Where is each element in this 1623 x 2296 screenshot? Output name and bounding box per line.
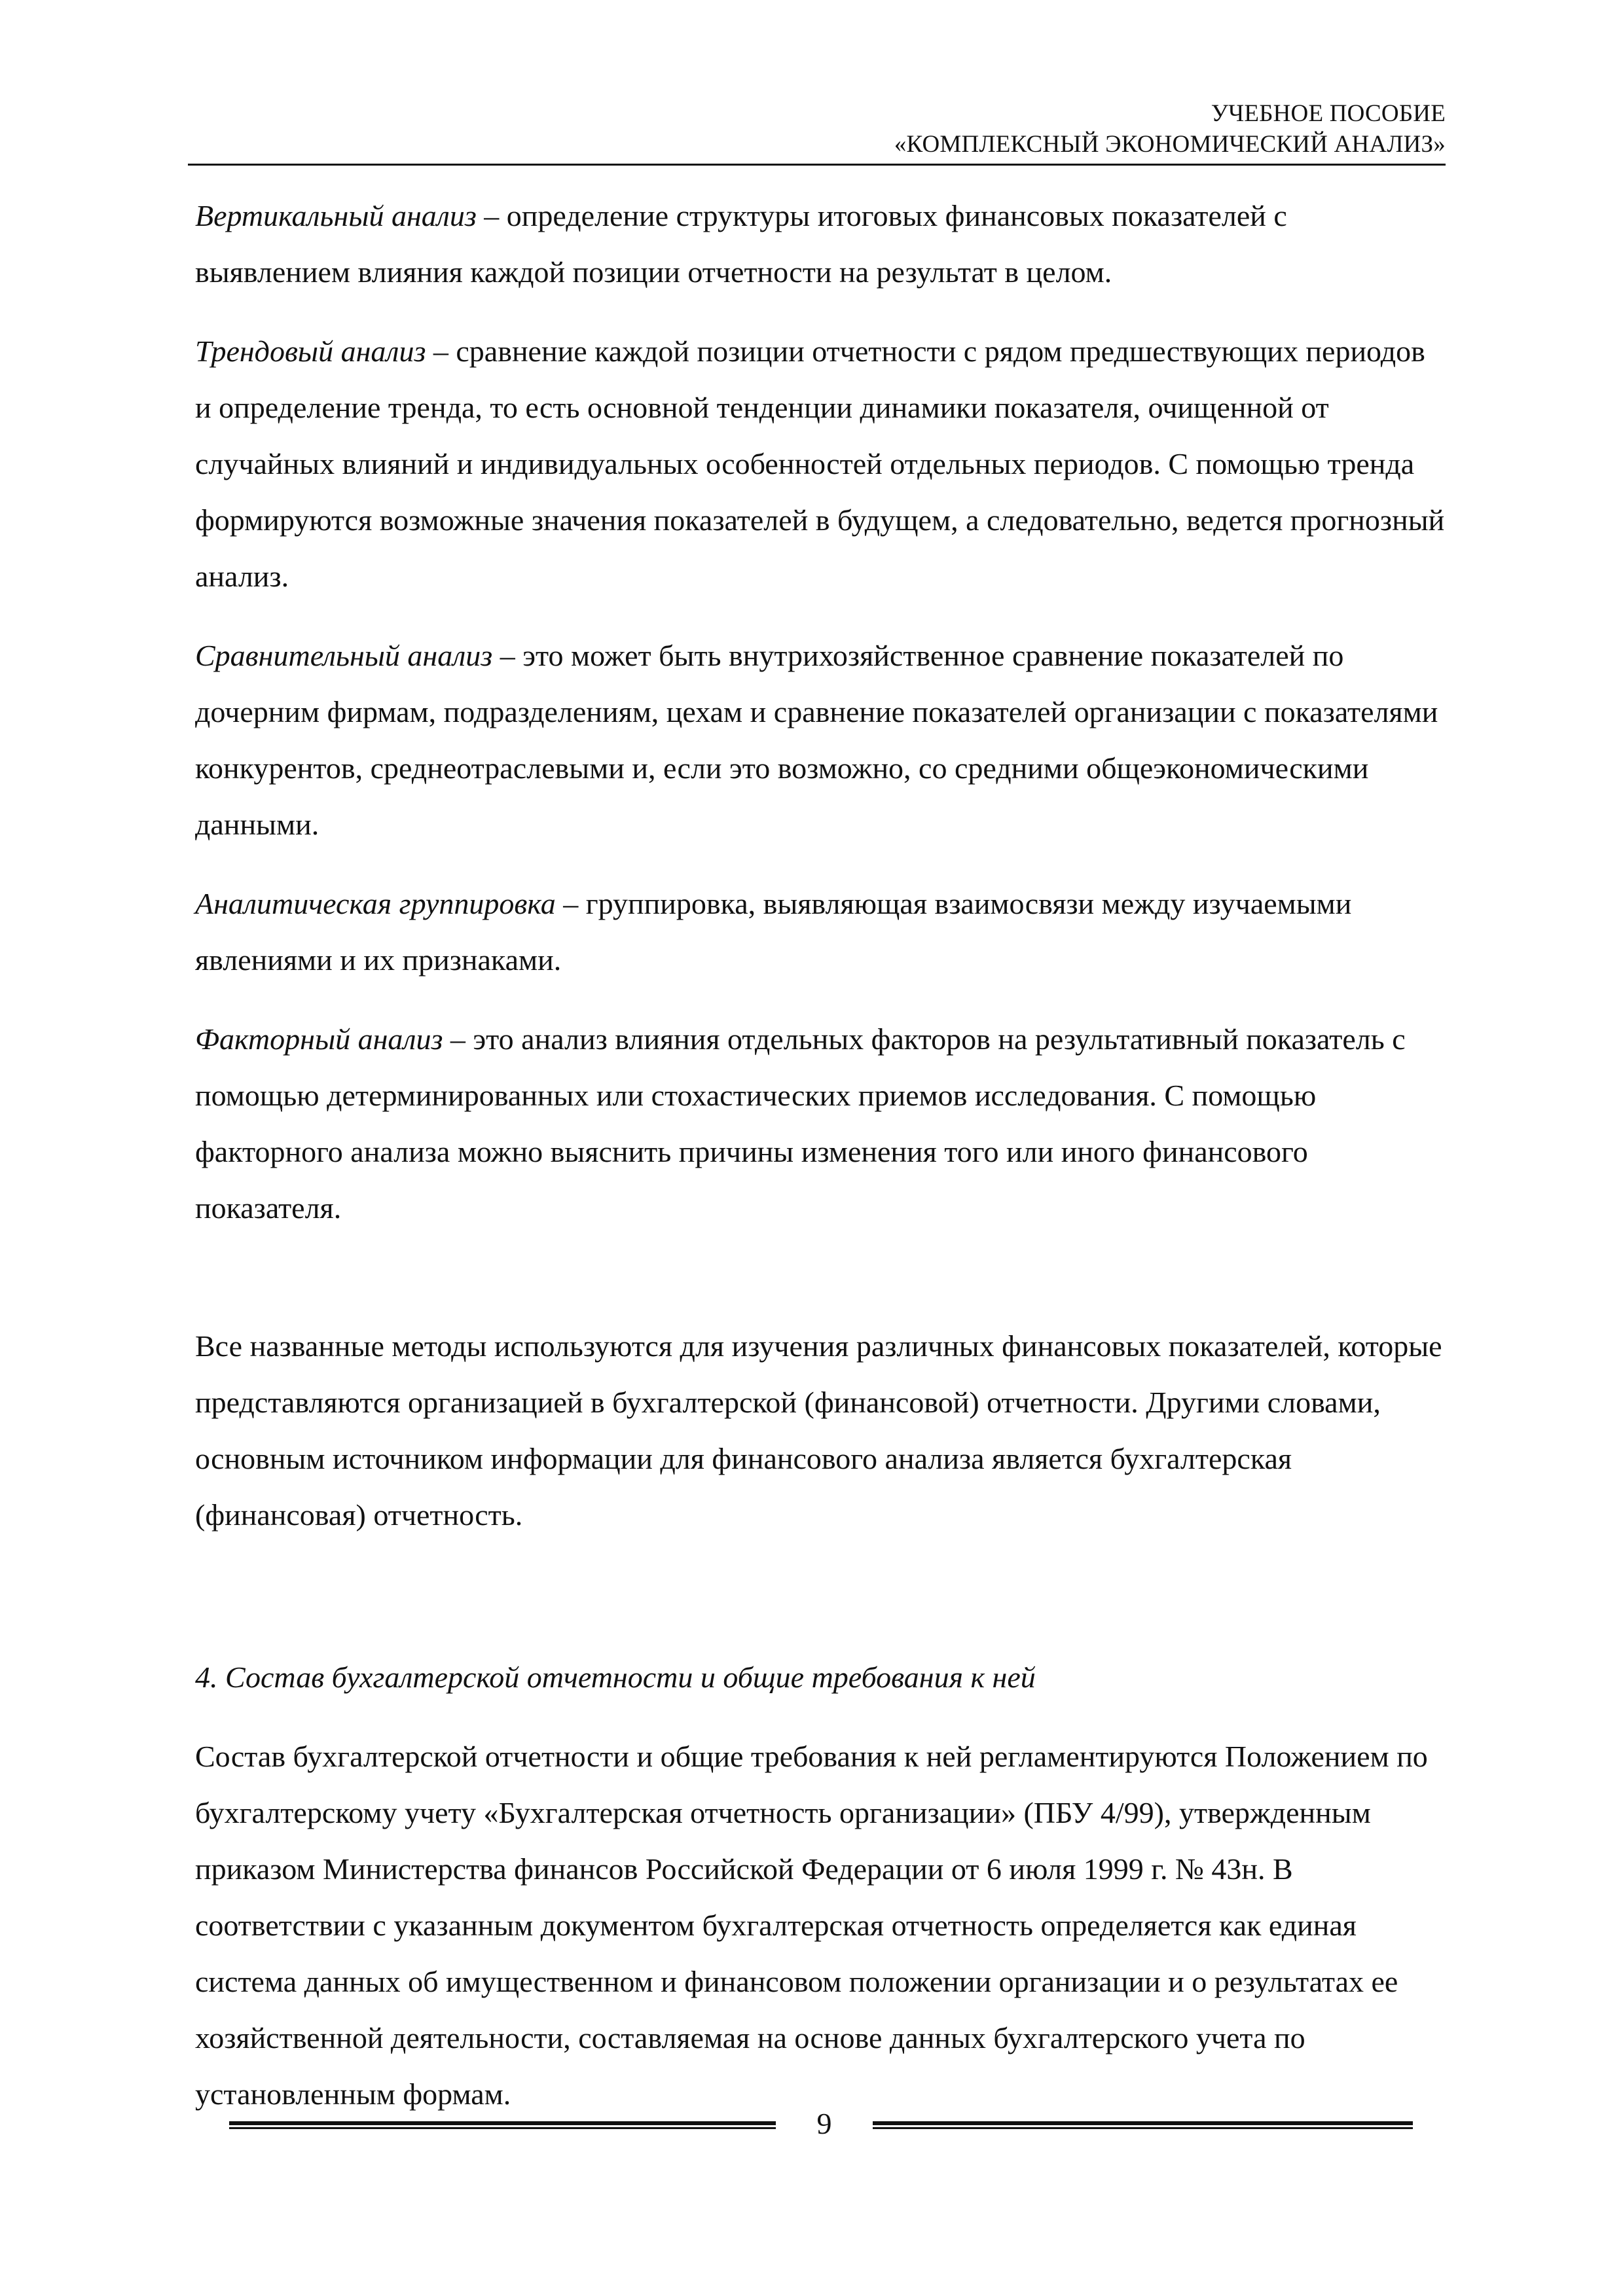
page-number: 9 — [816, 2107, 832, 2140]
methods-summary: Все названные методы используются для изучения различных финансовых показателей, которые представляются организацией в бухгалтерской (финансовой) отчетности. Другими словами, основным источником информации для финансового анализа является бухгалтерская (финансовая) отчетность. — [195, 1329, 1442, 1532]
definition-text: – это анализ влияния отдельных факторов на результативный показатель с помощью детерминированных или стохастических приемов исследования. С помощью факторного анализа можно выяснить причины изменения того или иного финансового показателя. — [195, 1022, 1406, 1225]
section-heading: 4. Состав бухгалтерской отчетности и общие требования к ней — [195, 1660, 1036, 1694]
header-subtitle: «КОМПЛЕКСНЫЙ ЭКОНОМИЧЕСКИЙ АНАЛИЗ» — [894, 131, 1446, 158]
definition-text: – это может быть внутрихозяйственное сравнение показателей по дочерним фирмам, подразделениям, цехам и сравнение показателей организации с показателями конкурентов, среднеотраслевыми и, если это возможно, со средними общеэкономическими данными. — [195, 639, 1438, 841]
page-header — [0, 98, 1446, 160]
definition-term: Трендовый анализ — [195, 334, 426, 368]
page-footer — [0, 2101, 1623, 2147]
definition-vertical-analysis — [195, 188, 1446, 300]
footer-divider-right — [873, 2121, 1413, 2129]
definition-text: – определение структуры итоговых финансовых показателей с выявлением влияния каждой позиции отчетности на результат в целом. — [195, 199, 1287, 289]
definition-text: – группировка, выявляющая взаимосвязи между изучаемыми явлениями и их признаками. — [195, 887, 1352, 977]
definition-factor-analysis — [195, 1011, 1446, 1236]
definition-term: Факторный анализ — [195, 1022, 443, 1056]
section-body: Состав бухгалтерской отчетности и общие требования к ней регламентируются Положением по бухгалтерскому учету «Бухгалтерская отчетность организации» (ПБУ 4/99), утвержденным приказом Министерства финансов Российской Федерации от 6 июля 1999 г. № 43н. В соответствии с указанным документом бухгалтерская отчетность определяется как единая система данных об имущественном и финансовом положении организации и о результатах ее хозяйственной деятельности, составляемая на основе данных бухгалтерского учета по установленным формам. — [195, 1740, 1428, 2111]
page-content — [195, 188, 1446, 2145]
definition-term: Сравнительный анализ — [195, 639, 493, 672]
definition-term: Аналитическая группировка — [195, 887, 556, 920]
definition-term: Вертикальный анализ — [195, 199, 477, 232]
header-divider — [188, 164, 1446, 166]
definition-trend-analysis — [195, 323, 1446, 605]
header-title: УЧЕБНОЕ ПОСОБИЕ — [1211, 100, 1446, 127]
definition-text: – сравнение каждой позиции отчетности с рядом предшествующих периодов и определение тренда, то есть основной тенденции динамики показателя, очищенной от случайных влияний и индивидуальных особенностей отдельных периодов. С помощью тренда формируются возможные значения показателей в будущем, а следовательно, ведется прогнозный анализ. — [195, 334, 1445, 593]
definition-analytical-grouping — [195, 876, 1446, 988]
footer-divider-left — [229, 2121, 776, 2129]
definition-comparative-analysis — [195, 628, 1446, 853]
